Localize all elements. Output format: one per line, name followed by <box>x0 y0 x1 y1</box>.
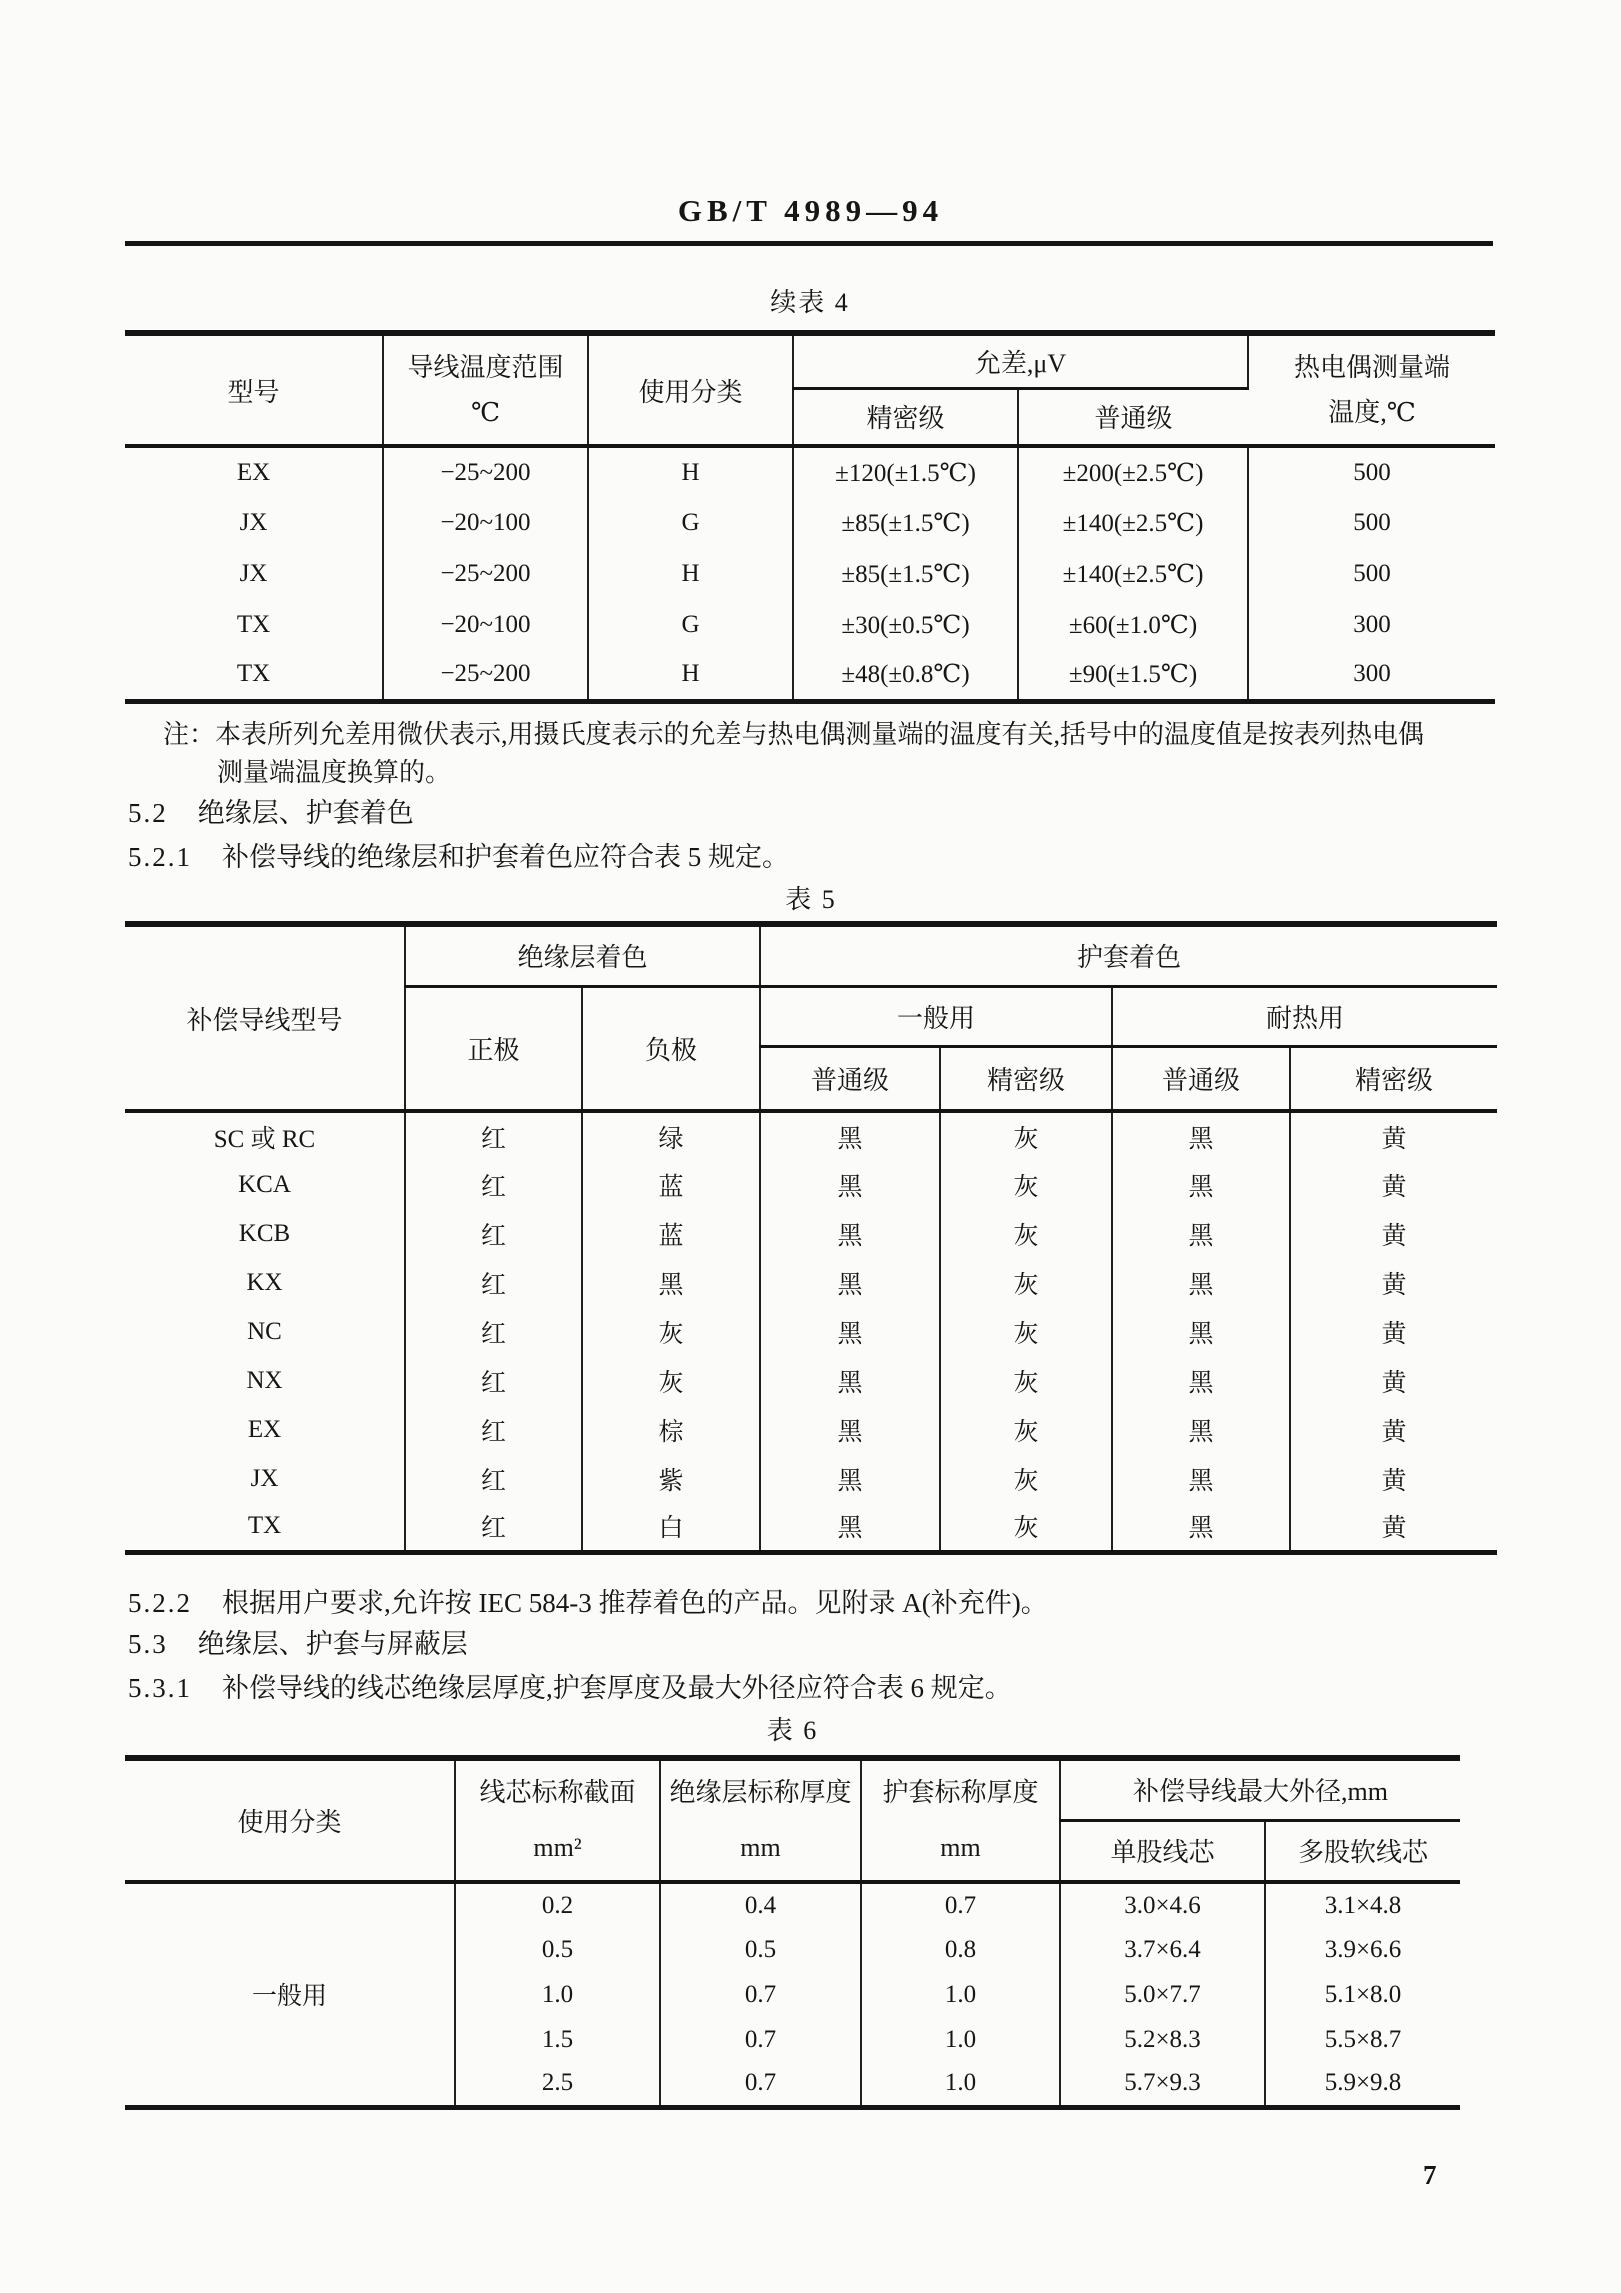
cell-neg: 白 <box>582 1503 760 1552</box>
col-compensating-wire-model: 补偿导线型号 <box>125 924 405 1111</box>
col-model: 型号 <box>125 333 383 446</box>
cell-go: 黑 <box>760 1307 940 1356</box>
cell-gp: 灰 <box>940 1160 1112 1209</box>
cell-go: 黑 <box>760 1405 940 1454</box>
cell-sec: 1.5 <box>455 2017 660 2062</box>
table-row <box>125 1160 1497 1209</box>
table-row <box>125 1882 1460 1927</box>
section-5-2-1 <box>128 835 789 874</box>
cell-ins: 0.7 <box>660 2062 861 2107</box>
cell-neg: 蓝 <box>582 1209 760 1258</box>
col-general-precision: 精密级 <box>940 1046 1112 1111</box>
cell-pos: 红 <box>405 1405 582 1454</box>
section-number: 5.2.1 <box>128 842 192 872</box>
cell-model: EX <box>125 446 383 497</box>
cell-gp: 灰 <box>940 1258 1112 1307</box>
cell-temp: 300 <box>1353 660 1391 688</box>
cell-go: 黑 <box>760 1356 940 1405</box>
cell-range: −25~200 <box>383 650 588 701</box>
cell-temp: 300 <box>1353 610 1391 638</box>
cell-multi: 5.9×9.8 <box>1324 2069 1402 2097</box>
cell-single: 5.0×7.7 <box>1060 1972 1265 2017</box>
cell-go: 黑 <box>760 1454 940 1503</box>
cell-multi: 3.9×6.6 <box>1324 1935 1402 1963</box>
col-tolerance-group: 允差,μV <box>793 333 1248 388</box>
cell-model: JX <box>125 497 383 548</box>
col-positive: 正极 <box>405 986 582 1111</box>
cell-gp: 灰 <box>940 1405 1112 1454</box>
cell-range: −20~100 <box>383 599 588 650</box>
col-single-core: 单股线芯 <box>1060 1820 1265 1882</box>
cell-pos: 红 <box>405 1160 582 1209</box>
cell-cls: G <box>588 599 793 650</box>
cell-model: NC <box>125 1307 405 1356</box>
cell-model: NX <box>125 1356 405 1405</box>
cell-go: 黑 <box>760 1503 940 1552</box>
table-row <box>125 1405 1497 1454</box>
col-insulation-thickness <box>660 1758 861 1882</box>
col-ordinary-grade: 普通级 <box>1094 404 1173 434</box>
table-row <box>125 1209 1497 1258</box>
cell-neg: 蓝 <box>582 1160 760 1209</box>
section-text: 绝缘层、护套与屏蔽层 <box>197 1629 468 1659</box>
cell-ins: 0.7 <box>660 1972 861 2017</box>
table4-body <box>125 446 1495 701</box>
temp-range-line2: ℃ <box>470 398 501 427</box>
sheath-line2: mm <box>940 1832 981 1862</box>
col-sheath-color-group: 护套着色 <box>760 924 1497 986</box>
col-general-use-group: 一般用 <box>760 986 1112 1046</box>
cell-model: JX <box>125 548 383 599</box>
cell-sh: 0.8 <box>861 1927 1060 1972</box>
cell-ord: ±90(±1.5℃) <box>1018 650 1248 701</box>
cell-prec: ±85(±1.5℃) <box>793 497 1018 548</box>
cell-ord: ±140(±2.5℃) <box>1018 548 1248 599</box>
cell-cls: H <box>588 446 793 497</box>
col-negative: 负极 <box>582 986 760 1111</box>
col-usage-class: 使用分类 <box>125 1758 455 1882</box>
cell-prec: ±120(±1.5℃) <box>793 446 1018 497</box>
col-usage-class: 使用分类 <box>588 333 793 446</box>
col-heat-ordinary: 普通级 <box>1112 1046 1290 1111</box>
cell-hp: 黄 <box>1381 1271 1407 1299</box>
cell-neg: 灰 <box>582 1356 760 1405</box>
col-insulation-color-group: 绝缘层着色 <box>405 924 760 986</box>
standard-number-title: GB/T 4989—94 <box>677 193 944 228</box>
junction-line1: 热电偶测量端 <box>1293 352 1450 382</box>
section-5-3-heading <box>128 1622 468 1661</box>
cell-model: TX <box>125 650 383 701</box>
table6-header <box>125 1758 1460 1882</box>
table-row <box>125 1307 1497 1356</box>
insulation-line1: 绝缘层标称厚度 <box>669 1777 852 1807</box>
cell-gp: 灰 <box>940 1454 1112 1503</box>
core-section-line1: 线芯标称截面 <box>479 1777 636 1807</box>
cell-pos: 红 <box>405 1209 582 1258</box>
table-row <box>125 548 1495 599</box>
cell-sec: 0.2 <box>455 1882 660 1927</box>
cell-ho: 黑 <box>1112 1209 1290 1258</box>
col-junction-temp <box>1248 333 1495 446</box>
header-rule <box>125 241 1493 246</box>
table5-header <box>125 924 1497 1111</box>
cell-go: 黑 <box>760 1111 940 1160</box>
cell-neg: 黑 <box>582 1258 760 1307</box>
section-5-2-2 <box>128 1581 1048 1620</box>
cell-gp: 灰 <box>940 1356 1112 1405</box>
cell-range: −25~200 <box>383 548 588 599</box>
table-row <box>125 1258 1497 1307</box>
cell-single: 5.2×8.3 <box>1060 2017 1265 2062</box>
cell-sh: 1.0 <box>861 2062 1060 2107</box>
section-number: 5.2.2 <box>128 1588 192 1618</box>
cell-multi: 5.1×8.0 <box>1324 1980 1402 2008</box>
cell-ho: 黑 <box>1112 1503 1290 1552</box>
cell-ord: ±60(±1.0℃) <box>1018 599 1248 650</box>
section-number: 5.3 <box>128 1629 168 1659</box>
table4-note-line2: 测量端温度换算的。 <box>217 758 452 787</box>
cell-ins: 0.7 <box>660 2017 861 2062</box>
cell-prec: ±48(±0.8℃) <box>793 650 1018 701</box>
cell-pos: 红 <box>405 1258 582 1307</box>
table-row <box>125 599 1495 650</box>
cell-neg: 灰 <box>582 1307 760 1356</box>
temp-range-line1: 导线温度范围 <box>407 352 564 382</box>
cell-range: −20~100 <box>383 497 588 548</box>
section-number: 5.3.1 <box>128 1673 192 1703</box>
cell-cls: H <box>588 548 793 599</box>
cell-go: 黑 <box>760 1209 940 1258</box>
section-text: 补偿导线的绝缘层和护套着色应符合表 5 规定。 <box>222 842 789 872</box>
junction-line2: 温度,℃ <box>1328 398 1416 427</box>
cell-ord: ±140(±2.5℃) <box>1018 497 1248 548</box>
usage-class-cell: 一般用 <box>125 1882 455 2107</box>
cell-prec: ±85(±1.5℃) <box>793 548 1018 599</box>
cell-model: KCA <box>125 1160 405 1209</box>
cell-model: SC 或 RC <box>125 1111 405 1160</box>
table6-caption: 表 6 <box>766 1716 819 1745</box>
cell-hp: 黄 <box>1381 1418 1407 1446</box>
section-text: 绝缘层、护套着色 <box>197 798 414 828</box>
cell-hp: 黄 <box>1381 1320 1407 1348</box>
cell-cls: H <box>588 650 793 701</box>
cell-temp: 500 <box>1353 508 1391 536</box>
cell-pos: 红 <box>405 1503 582 1552</box>
col-core-nominal-section <box>455 1758 660 1882</box>
section-5-3-1 <box>128 1666 1012 1705</box>
cell-ho: 黑 <box>1112 1160 1290 1209</box>
cell-temp: 500 <box>1353 458 1391 486</box>
cell-pos: 红 <box>405 1356 582 1405</box>
section-text: 补偿导线的线芯绝缘层厚度,护套厚度及最大外径应符合表 6 规定。 <box>222 1673 1012 1703</box>
section-5-2-heading <box>128 791 414 830</box>
cell-ho: 黑 <box>1112 1356 1290 1405</box>
cell-neg: 紫 <box>582 1454 760 1503</box>
cell-gp: 灰 <box>940 1209 1112 1258</box>
col-max-od-group: 补偿导线最大外径,mm <box>1060 1758 1460 1820</box>
table-row <box>125 1454 1497 1503</box>
cell-single: 5.7×9.3 <box>1060 2062 1265 2107</box>
sheath-line1: 护套标称厚度 <box>882 1777 1039 1807</box>
cell-sec: 1.0 <box>455 1972 660 2017</box>
table5-caption: 表 5 <box>785 885 837 914</box>
col-multi-core: 多股软线芯 <box>1298 1838 1429 1868</box>
cell-ord: ±200(±2.5℃) <box>1018 446 1248 497</box>
cell-ins: 0.4 <box>660 1882 861 1927</box>
cell-model: KCB <box>125 1209 405 1258</box>
cell-hp: 黄 <box>1381 1369 1407 1397</box>
cell-hp: 黄 <box>1381 1173 1407 1201</box>
col-sheath-thickness <box>861 1758 1060 1882</box>
cell-ho: 黑 <box>1112 1258 1290 1307</box>
cell-go: 黑 <box>760 1258 940 1307</box>
insulation-line2: mm <box>740 1832 781 1862</box>
cell-ins: 0.5 <box>660 1927 861 1972</box>
cell-multi: 3.1×4.8 <box>1324 1891 1402 1919</box>
cell-hp: 黄 <box>1381 1125 1407 1153</box>
cell-single: 3.7×6.4 <box>1060 1927 1265 1972</box>
table-row <box>125 1503 1497 1552</box>
cell-gp: 灰 <box>940 1307 1112 1356</box>
cell-range: −25~200 <box>383 446 588 497</box>
table-6 <box>125 1755 1460 2110</box>
table-row <box>125 1356 1497 1405</box>
cell-pos: 红 <box>405 1111 582 1160</box>
cell-ho: 黑 <box>1112 1111 1290 1160</box>
section-number: 5.2 <box>128 798 168 828</box>
table4-header <box>125 333 1495 446</box>
cell-cls: G <box>588 497 793 548</box>
table5-body <box>125 1111 1497 1552</box>
col-heat-resistant-group: 耐热用 <box>1112 986 1497 1046</box>
cell-ho: 黑 <box>1112 1454 1290 1503</box>
cell-model: KX <box>125 1258 405 1307</box>
table-row <box>125 497 1495 548</box>
cell-multi: 5.5×8.7 <box>1324 2025 1402 2053</box>
cell-model: TX <box>125 599 383 650</box>
cell-hp: 黄 <box>1381 1515 1407 1543</box>
cell-ho: 黑 <box>1112 1307 1290 1356</box>
cell-neg: 棕 <box>582 1405 760 1454</box>
table6-body <box>125 1882 1460 2107</box>
cell-sec: 2.5 <box>455 2062 660 2107</box>
section-text: 根据用户要求,允许按 IEC 584-3 推荐着色的产品。见附录 A(补充件)。 <box>222 1588 1048 1618</box>
table-row <box>125 446 1495 497</box>
cell-sh: 0.7 <box>861 1882 1060 1927</box>
page-number: 7 <box>1423 2160 1437 2190</box>
cell-hp: 黄 <box>1381 1222 1407 1250</box>
cell-go: 黑 <box>760 1160 940 1209</box>
cell-gp: 灰 <box>940 1111 1112 1160</box>
table-row <box>125 650 1495 701</box>
table4-caption: 续表 4 <box>770 288 850 317</box>
col-heat-precision: 精密级 <box>1355 1065 1434 1095</box>
cell-model: JX <box>125 1454 405 1503</box>
cell-model: TX <box>125 1503 405 1552</box>
cell-pos: 红 <box>405 1307 582 1356</box>
cell-model: EX <box>125 1405 405 1454</box>
table-4-continued <box>125 330 1495 704</box>
cell-neg: 绿 <box>582 1111 760 1160</box>
cell-sec: 0.5 <box>455 1927 660 1972</box>
cell-hp: 黄 <box>1381 1467 1407 1495</box>
cell-pos: 红 <box>405 1454 582 1503</box>
cell-prec: ±30(±0.5℃) <box>793 599 1018 650</box>
col-general-ordinary: 普通级 <box>760 1046 940 1111</box>
cell-gp: 灰 <box>940 1503 1112 1552</box>
core-section-line2: mm² <box>533 1832 582 1862</box>
cell-ho: 黑 <box>1112 1405 1290 1454</box>
table-5 <box>125 921 1497 1555</box>
table4-note-line1: 注：本表所列允差用微伏表示,用摄氏度表示的允差与热电偶测量端的温度有关,括号中的温度值是按表列热电偶 <box>163 720 1425 749</box>
cell-sh: 1.0 <box>861 2017 1060 2062</box>
cell-single: 3.0×4.6 <box>1060 1882 1265 1927</box>
col-precision-grade: 精密级 <box>793 388 1018 446</box>
col-conductor-temp-range <box>383 333 588 446</box>
table-row <box>125 1111 1497 1160</box>
cell-sh: 1.0 <box>861 1972 1060 2017</box>
cell-temp: 500 <box>1353 559 1391 587</box>
